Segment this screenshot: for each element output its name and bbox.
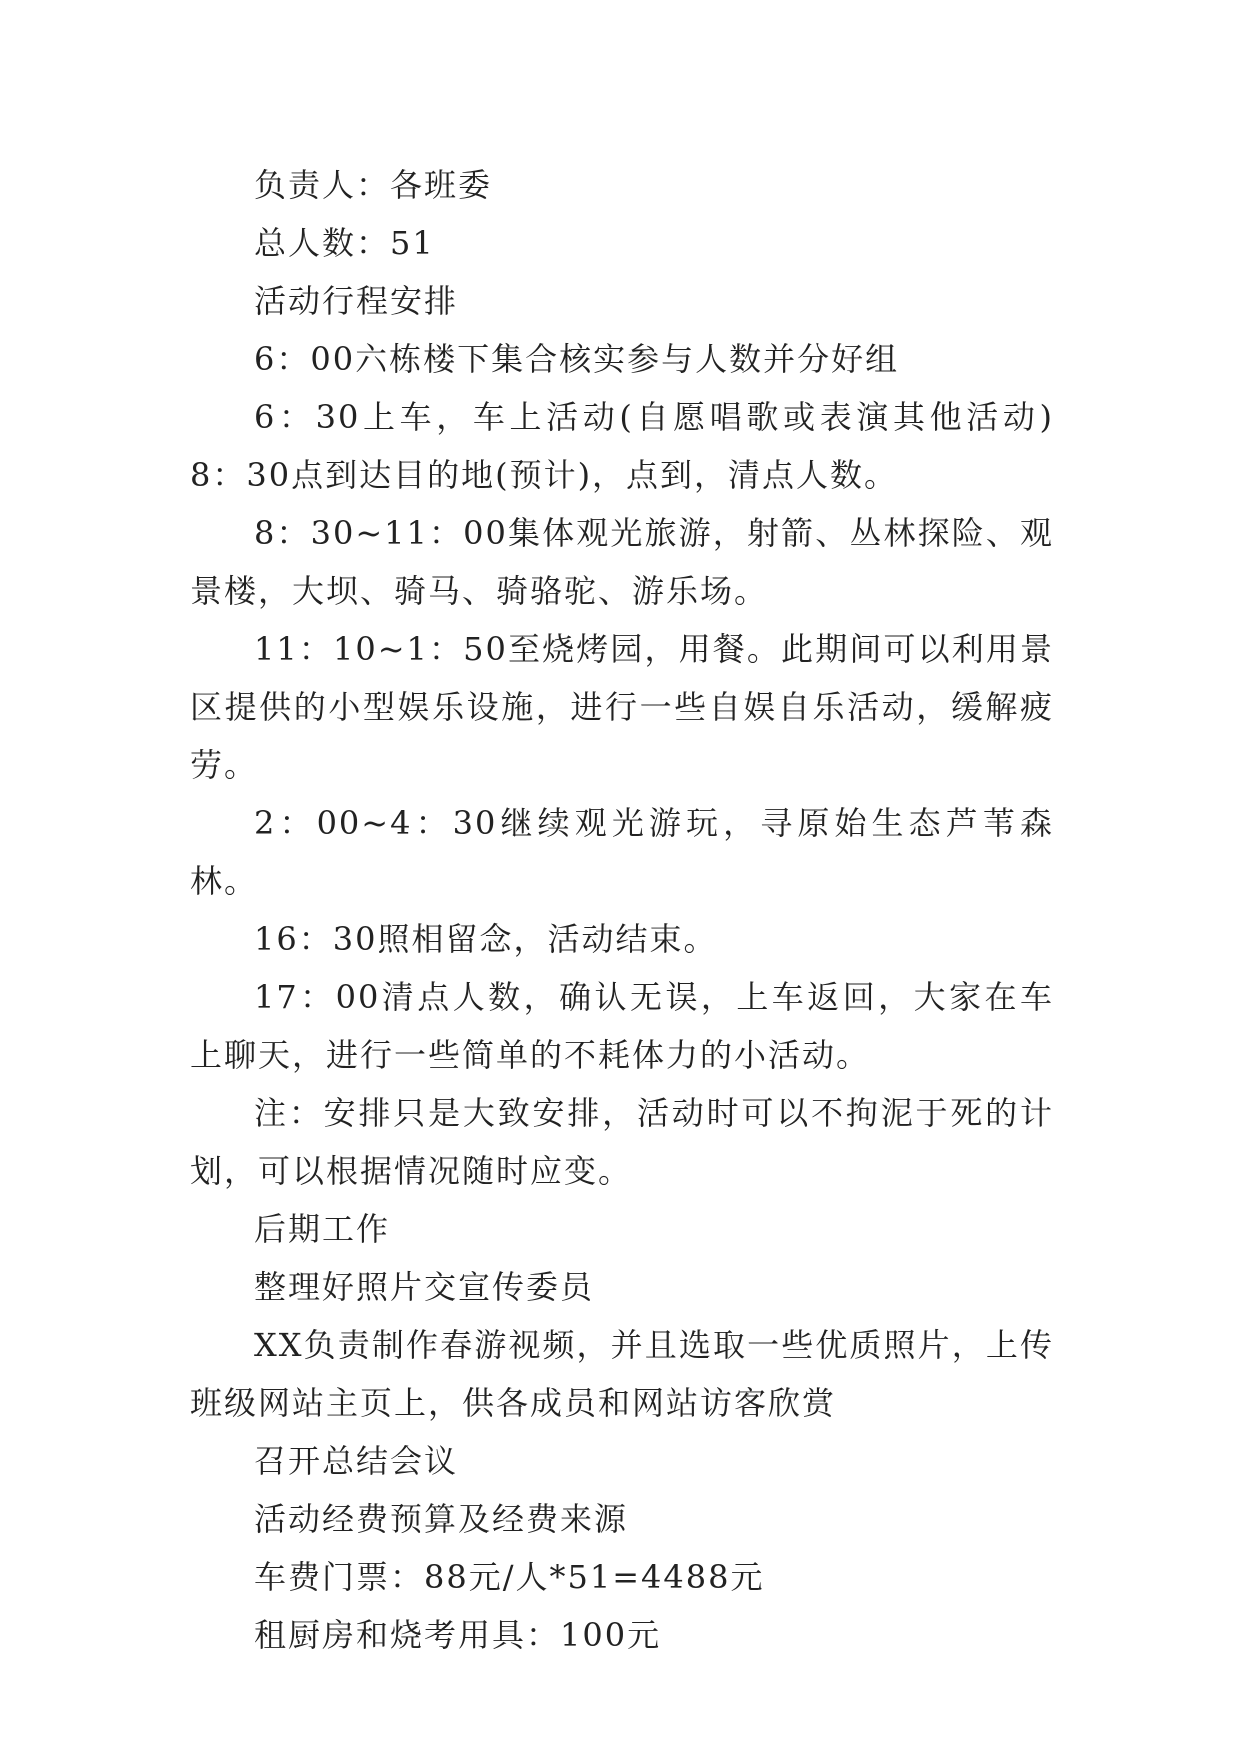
paragraph-schedule-0630: 6：30上车，车上活动(自愿唱歌或表演其他活动) 8：30点到达目的地(预计)，点到，清点人数。 bbox=[190, 398, 1054, 494]
paragraph-summary-meeting: 召开总结会议 bbox=[254, 1442, 459, 1480]
paragraph-note: 注：安排只是大致安排，活动时可以不拘泥于死的计划，可以根据情况随时应变。 bbox=[190, 1094, 1054, 1190]
paragraph-photos: 整理好照片交宣传委员 bbox=[254, 1268, 595, 1306]
paragraph-responsible-person: 负责人：各班委 bbox=[254, 166, 493, 204]
paragraph-schedule-1110: 11：10~1：50至烧烤园，用餐。此期间可以利用景区提供的小型娱乐设施，进行一些自娱自乐活动，缓解疲劳。 bbox=[190, 630, 1054, 784]
heading-activity-schedule: 活动行程安排 bbox=[254, 282, 459, 320]
paragraph-kitchen-cost: 租厨房和烧考用具：100元 bbox=[254, 1616, 662, 1654]
paragraph-ticket-cost: 车费门票：88元/人*51=4488元 bbox=[254, 1558, 765, 1596]
document-body bbox=[190, 156, 1054, 1664]
heading-budget: 活动经费预算及经费来源 bbox=[254, 1500, 629, 1538]
paragraph-schedule-0200: 2：00~4：30继续观光游玩，寻原始生态芦苇森林。 bbox=[190, 804, 1054, 900]
heading-follow-up-work: 后期工作 bbox=[254, 1210, 391, 1248]
paragraph-schedule-1700: 17：00清点人数，确认无误，上车返回，大家在车上聊天，进行一些简单的不耗体力的小活动。 bbox=[190, 978, 1054, 1074]
paragraph-schedule-0830: 8：30~11：00集体观光旅游，射箭、丛林探险、观景楼，大坝、骑马、骑骆驼、游乐场。 bbox=[190, 514, 1054, 610]
paragraph-total-people: 总人数：51 bbox=[254, 224, 435, 262]
paragraph-schedule-0600: 6：00六栋楼下集合核实参与人数并分好组 bbox=[254, 340, 900, 378]
paragraph-schedule-1630: 16：30照相留念，活动结束。 bbox=[254, 920, 718, 958]
paragraph-video: XX负责制作春游视频，并且选取一些优质照片，上传班级网站主页上，供各成员和网站访客欣赏 bbox=[190, 1326, 1054, 1422]
